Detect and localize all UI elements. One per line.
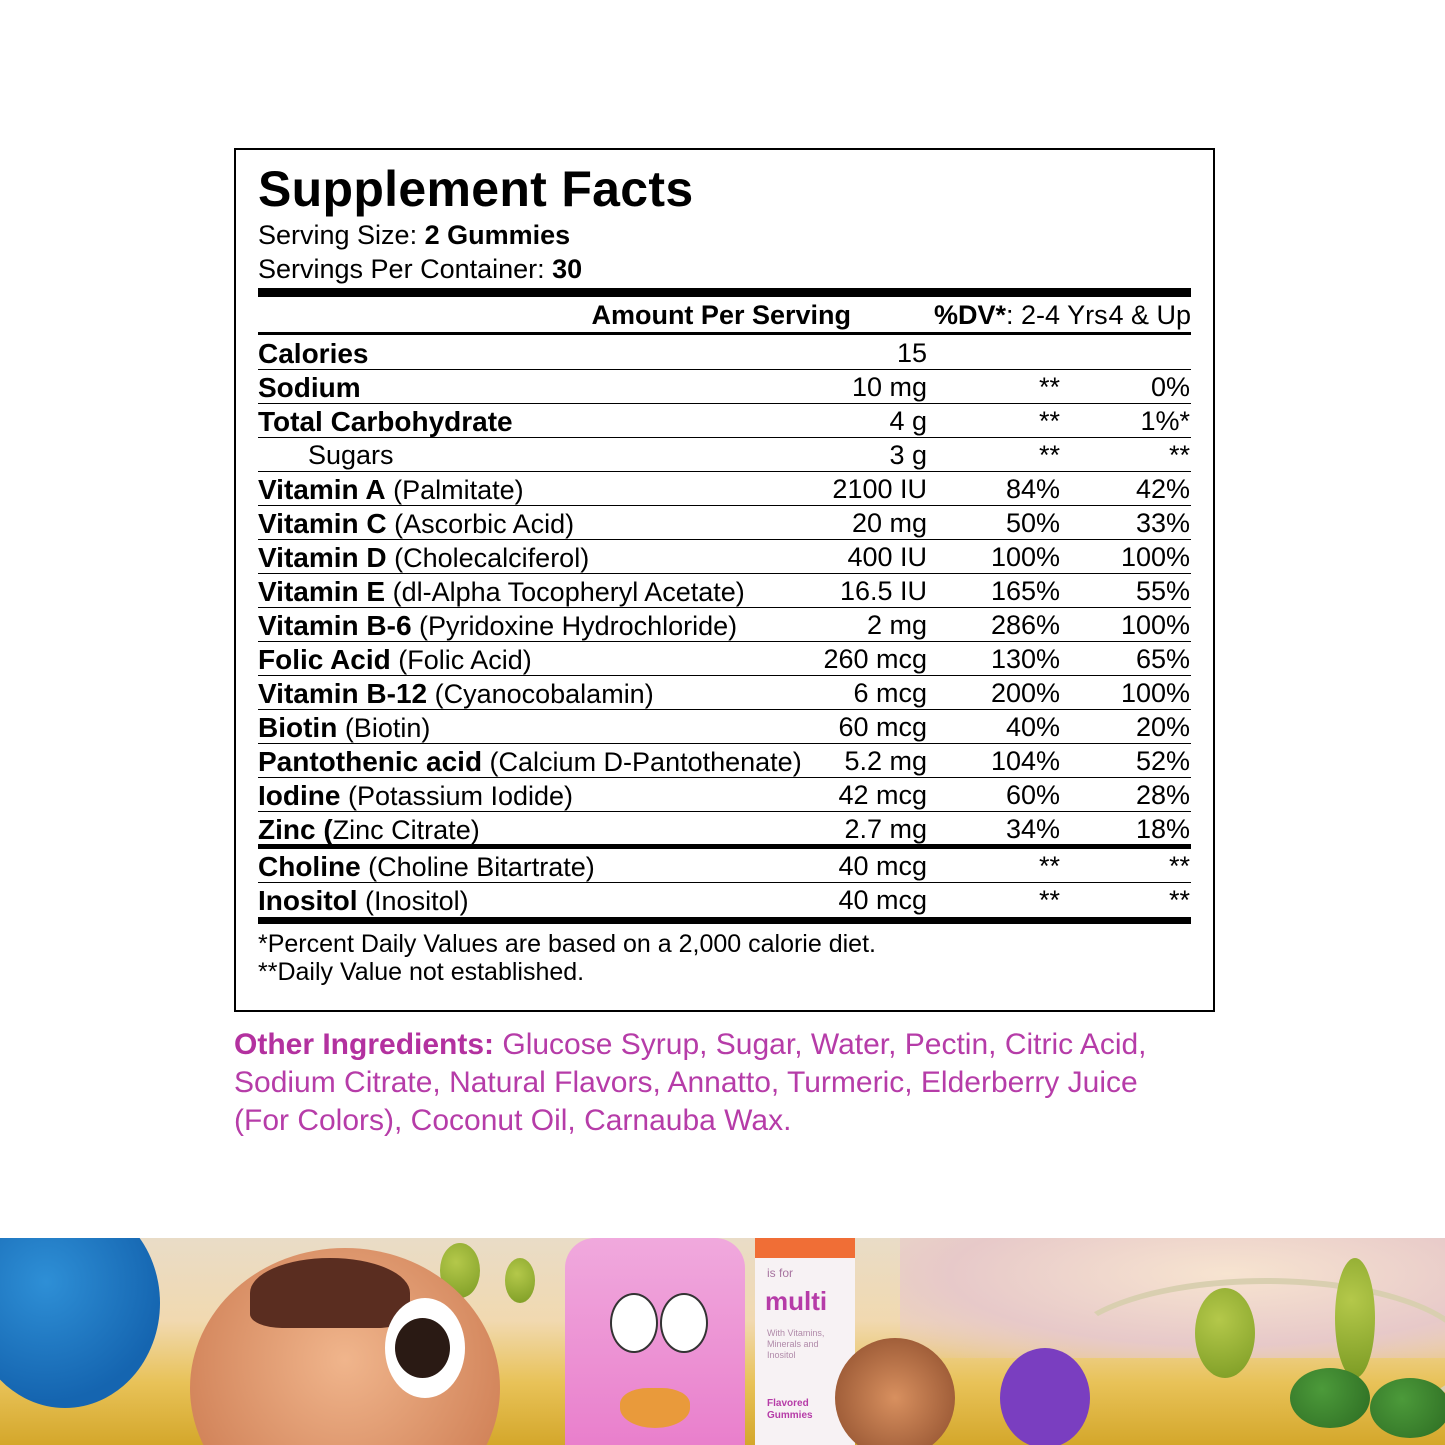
table-row (258, 336, 1191, 370)
header-amount: Amount Per Serving (591, 300, 851, 330)
dv-4-up: 0% (1150, 372, 1190, 402)
nutrient-amount: 60 mcg (838, 712, 927, 742)
dv-4-up: ** (1168, 851, 1190, 881)
dv-4-up: 20% (1135, 712, 1190, 742)
nutrient-source: (Cyanocobalamin) (427, 679, 654, 709)
dv-4-up: 100% (1120, 542, 1190, 572)
nutrient-amount: 2 mg (866, 610, 927, 640)
dv-4-up: 42% (1135, 474, 1190, 504)
nutrient-name: Sodium (258, 372, 361, 403)
nutrient-amount: 40 mcg (838, 851, 927, 881)
dv-2-4: ** (1038, 851, 1060, 881)
table-row (258, 642, 1191, 676)
nutrient-name: Choline (258, 851, 361, 882)
header-dv-rest: : 2-4 Yrs (1006, 300, 1108, 330)
nutrient-amount: 6 mcg (853, 678, 927, 708)
nutrient-amount: 40 mcg (838, 885, 927, 915)
ingredients-label: Other Ingredients: (234, 1028, 495, 1061)
nutrient-name: Calories (258, 338, 369, 369)
dv-4-up: 100% (1120, 610, 1190, 640)
dv-4-up: 28% (1135, 780, 1190, 810)
bottom-thick-rule (258, 917, 1191, 924)
nutrient-name: Folic Acid (258, 644, 391, 675)
nutrient-amount: 5.2 mg (844, 746, 927, 776)
tree-icon (1195, 1288, 1255, 1378)
nutrient-name: Vitamin D (258, 542, 387, 573)
nutrient-source: (Choline Bitartrate) (360, 852, 595, 882)
dv-4-up: ** (1168, 885, 1190, 915)
servings-per-container (258, 254, 582, 284)
facts-title: Supplement Facts (258, 161, 694, 217)
nutrient-source: (Ascorbic Acid) (386, 509, 575, 539)
dv-2-4: ** (1038, 440, 1060, 470)
top-thick-rule (258, 288, 1191, 297)
nutrient-rows (258, 336, 1191, 986)
nutrient-source: (dl-Alpha Tocopheryl Acetate) (385, 577, 745, 607)
dv-2-4: ** (1038, 406, 1060, 436)
tree-icon (505, 1258, 535, 1303)
nutrient-name: Vitamin E (258, 576, 386, 607)
nutrient-amount: 2.7 mg (844, 814, 927, 844)
nutrient-name: Vitamin C (258, 508, 387, 539)
header-dv (934, 300, 1108, 331)
table-row (258, 849, 1191, 883)
nutrient-amount: 20 mg (851, 508, 927, 538)
dv-4-up: 18% (1135, 814, 1190, 844)
table-row (258, 608, 1191, 642)
nutrient-amount: 10 mg (851, 372, 927, 402)
footnote-dv: *Percent Daily Values are based on a 2,000 calorie diet. (258, 930, 876, 958)
dv-4-up: 33% (1135, 508, 1190, 538)
nutrient-name: Sugars (308, 440, 394, 470)
serving-size-value: 2 Gummies (424, 220, 571, 250)
footnotes (258, 930, 1191, 986)
nutrient-source: (Biotin) (337, 713, 431, 743)
dv-2-4: 84% (1005, 474, 1060, 504)
nutrient-amount: 42 mcg (838, 780, 927, 810)
ingredients-text: Glucose Syrup, Sugar, Water, Pectin, Citric Acid, Sodium Citrate, Natural Flavors, Annatto, Turmeric, Elderberry Juice (For Colors), Coconut Oil, Carnauba Wax. (234, 1028, 1147, 1137)
table-row (258, 744, 1191, 778)
nutrient-name: Inositol (258, 885, 358, 916)
nutrient-amount: 2100 IU (832, 474, 927, 504)
package-flavor: Flavored Gummies (767, 1398, 813, 1421)
dv-2-4: 60% (1005, 780, 1060, 810)
dv-4-up: 1%* (1140, 406, 1190, 436)
dv-4-up: 65% (1135, 644, 1190, 674)
package-brand-strip (755, 1238, 855, 1258)
dv-4-up: 100% (1120, 678, 1190, 708)
table-row (258, 472, 1191, 506)
blue-character (0, 1238, 160, 1408)
nutrient-name: Vitamin B-12 (258, 678, 428, 709)
illustration-banner (0, 1238, 1445, 1445)
table-row (258, 506, 1191, 540)
nutrient-name: Vitamin A (258, 474, 386, 505)
nutrient-source: Zinc Citrate) (332, 815, 480, 845)
dv-2-4: ** (1038, 885, 1060, 915)
nutrient-amount: 16.5 IU (839, 576, 927, 606)
column-header (258, 300, 1191, 332)
nutrient-source: (Folic Acid) (390, 645, 532, 675)
nutrient-name: Vitamin B-6 (258, 610, 412, 641)
table-row (258, 540, 1191, 574)
table-row (258, 710, 1191, 744)
servings-per-value: 30 (552, 254, 583, 284)
serving-size (258, 220, 570, 250)
nutrient-source: (Pyridoxine Hydrochloride) (411, 611, 738, 641)
dv-4-up: 55% (1135, 576, 1190, 606)
header-dv-bold: %DV* (934, 300, 1007, 330)
dv-2-4: 34% (1005, 814, 1060, 844)
header-rule (258, 332, 1191, 335)
dv-4-up: 52% (1135, 746, 1190, 776)
nutrient-amount: 400 IU (847, 542, 927, 572)
bush-icon (1370, 1378, 1445, 1438)
supplement-facts-panel (234, 148, 1215, 1012)
mascot-lips (620, 1388, 690, 1428)
nutrient-source: (Cholecalciferol) (386, 543, 590, 573)
dv-4-up: ** (1168, 440, 1190, 470)
nutrient-source: (Calcium D-Pantothenate) (482, 747, 802, 777)
header-4-up: 4 & Up (1108, 300, 1191, 330)
table-row (258, 812, 1191, 846)
table-row (258, 574, 1191, 608)
tree-icon (1335, 1258, 1375, 1378)
package-description: With Vitamins, Minerals and Inositol (767, 1328, 825, 1360)
dv-2-4: 200% (990, 678, 1060, 708)
mascot-eye-right (660, 1293, 708, 1353)
nutrient-amount: 3 g (889, 440, 927, 470)
dv-2-4: 104% (990, 746, 1060, 776)
nutrient-source: (Potassium Iodide) (340, 781, 574, 811)
servings-per-label: Servings Per Container: (258, 254, 553, 284)
dv-2-4: 130% (990, 644, 1060, 674)
dv-2-4: 286% (990, 610, 1060, 640)
nutrient-amount: 15 (896, 338, 927, 368)
table-row (258, 676, 1191, 710)
table-row (258, 370, 1191, 404)
nutrient-name: Pantothenic acid (258, 746, 483, 777)
table-row (258, 778, 1191, 812)
nutrient-name: Iodine (258, 780, 341, 811)
dv-2-4: 40% (1005, 712, 1060, 742)
bush-icon (1290, 1368, 1370, 1428)
dv-2-4: 50% (1005, 508, 1060, 538)
nutrient-source: (Inositol) (357, 886, 469, 916)
mascot-eye-left (610, 1293, 658, 1353)
purple-cap-kid (1000, 1348, 1090, 1445)
other-ingredients (234, 1026, 1194, 1140)
nutrient-source: (Palmitate) (385, 475, 524, 505)
footnote-not-established: **Daily Value not established. (258, 958, 585, 986)
nutrient-name: Biotin (258, 712, 338, 743)
nutrient-amount: 260 mcg (823, 644, 927, 674)
table-row (258, 404, 1191, 438)
dv-2-4: 165% (990, 576, 1060, 606)
dv-2-4: ** (1038, 372, 1060, 402)
table-row (258, 438, 1191, 472)
package-name: multi (765, 1286, 828, 1316)
serving-size-label: Serving Size: (258, 220, 425, 250)
package-is-for: is for (767, 1266, 794, 1280)
nutrient-name: Zinc ( (258, 814, 333, 845)
boy-hair (250, 1258, 410, 1328)
dv-2-4: 100% (990, 542, 1060, 572)
boy-eye-pupil (395, 1318, 450, 1378)
nutrient-name: Total Carbohydrate (258, 406, 513, 437)
nutrient-amount: 4 g (889, 406, 927, 436)
table-row (258, 883, 1191, 917)
